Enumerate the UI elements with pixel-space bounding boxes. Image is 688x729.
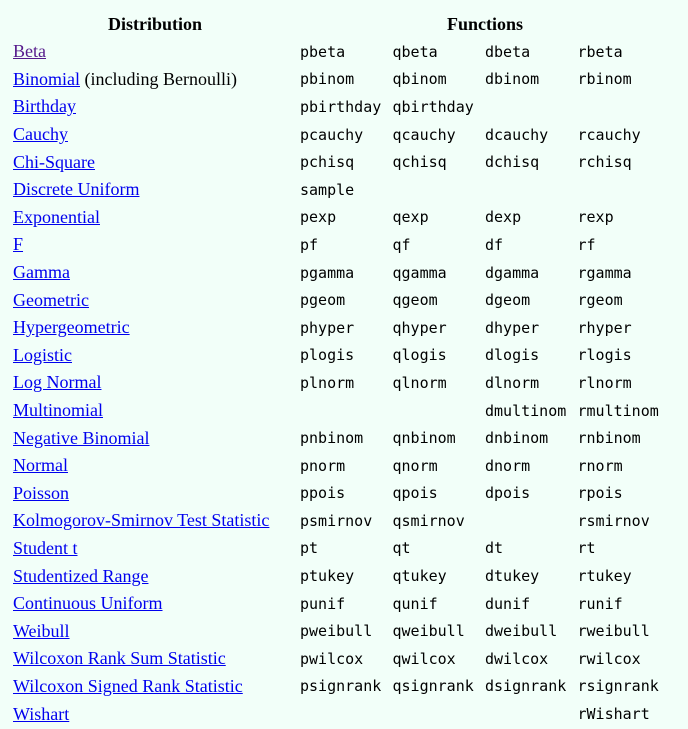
distribution-link[interactable]: Binomial [13, 68, 80, 89]
function-p: pbeta [300, 42, 346, 61]
function-d: dchisq [485, 153, 540, 172]
function-d: dlnorm [485, 373, 540, 392]
distribution-cell [10, 66, 300, 94]
distribution-cell [10, 424, 300, 452]
function-d [485, 93, 578, 121]
function-r: rwilcox [577, 649, 641, 668]
distribution-link[interactable]: Multinomial [13, 400, 103, 421]
distribution-row [10, 314, 670, 342]
function-q: qbinom [392, 70, 447, 89]
function-p [300, 700, 393, 728]
function-r: rcauchy [577, 125, 641, 144]
function-d [485, 507, 578, 535]
function-d: dbeta [485, 42, 531, 61]
function-q: qunif [392, 594, 438, 613]
distribution-link[interactable]: Cauchy [13, 124, 68, 145]
distribution-row [10, 176, 670, 204]
function-r: rbinom [577, 70, 632, 89]
function-p: plnorm [300, 373, 355, 392]
distribution-row [10, 121, 670, 149]
function-p: pbinom [300, 70, 355, 89]
function-d: dcauchy [485, 125, 549, 144]
distribution-cell [10, 480, 300, 508]
distribution-row [10, 424, 670, 452]
function-r: rgamma [577, 263, 632, 282]
distribution-cell [10, 397, 300, 425]
distribution-row [10, 590, 670, 618]
function-r: rnbinom [577, 429, 641, 448]
distribution-row [10, 286, 670, 314]
distribution-cell [10, 148, 300, 176]
function-q: qcauchy [392, 125, 456, 144]
function-r: runif [577, 594, 623, 613]
function-r: rgeom [577, 291, 623, 310]
function-d [485, 176, 578, 204]
distribution-link[interactable]: Birthday [13, 96, 76, 117]
distribution-link[interactable]: Exponential [13, 206, 100, 227]
function-p: pweibull [300, 622, 373, 641]
function-p: ptukey [300, 567, 355, 586]
function-q: qweibull [392, 622, 465, 641]
function-q: qtukey [392, 567, 447, 586]
function-d: dnorm [485, 456, 531, 475]
distribution-cell [10, 314, 300, 342]
function-p: pt [300, 539, 319, 558]
distribution-link[interactable]: F [13, 234, 24, 255]
distribution-link[interactable]: Studentized Range [13, 565, 149, 586]
function-q: qt [392, 539, 411, 558]
function-d: df [485, 235, 504, 254]
function-q: qchisq [392, 153, 447, 172]
distribution-link[interactable]: Wilcoxon Rank Sum Statistic [13, 648, 226, 669]
function-p: phyper [300, 318, 355, 337]
distribution-row [10, 66, 670, 94]
distribution-cell [10, 617, 300, 645]
distribution-row [10, 93, 670, 121]
function-q: qhyper [392, 318, 447, 337]
distributions-body [10, 38, 670, 728]
distribution-link[interactable]: Geometric [13, 289, 89, 310]
function-d: dgamma [485, 263, 540, 282]
distribution-cell [10, 259, 300, 287]
distribution-row [10, 231, 670, 259]
function-p: sample [300, 180, 355, 199]
distribution-row [10, 148, 670, 176]
function-p: pnbinom [300, 429, 364, 448]
function-d: dwilcox [485, 649, 549, 668]
function-r: rexp [577, 208, 614, 227]
function-q: qlogis [392, 346, 447, 365]
distribution-row [10, 38, 670, 66]
header-row [10, 10, 670, 38]
function-p: pexp [300, 208, 337, 227]
function-r: rlnorm [577, 373, 632, 392]
distribution-row [10, 700, 670, 728]
distribution-row [10, 204, 670, 232]
distribution-cell [10, 342, 300, 370]
distribution-header: Distribution [107, 13, 203, 34]
function-p: pgamma [300, 263, 355, 282]
distribution-link[interactable]: Negative Binomial [13, 427, 150, 448]
function-p: pcauchy [300, 125, 364, 144]
function-r: rbeta [577, 42, 623, 61]
distribution-row [10, 369, 670, 397]
distribution-row [10, 645, 670, 673]
distribution-cell [10, 452, 300, 480]
function-d: dexp [485, 208, 522, 227]
distribution-link[interactable]: Poisson [13, 482, 70, 503]
function-q [393, 397, 486, 425]
distribution-link[interactable]: Gamma [13, 262, 70, 283]
function-d: dsignrank [485, 677, 567, 696]
function-d: dpois [485, 484, 531, 503]
function-q: qlnorm [392, 373, 447, 392]
function-r: rsignrank [577, 677, 659, 696]
function-q: qbirthday [392, 97, 474, 116]
distribution-cell [10, 93, 300, 121]
function-r: rpois [577, 484, 623, 503]
function-p: pchisq [300, 153, 355, 172]
function-d: dweibull [485, 622, 558, 641]
distribution-cell [10, 562, 300, 590]
function-d: dtukey [485, 567, 540, 586]
distribution-row [10, 397, 670, 425]
function-p: psignrank [300, 677, 382, 696]
function-q: qpois [392, 484, 438, 503]
function-q: qsmirnov [392, 511, 465, 530]
function-r: rtukey [577, 567, 632, 586]
distribution-row [10, 673, 670, 701]
function-p: ppois [300, 484, 346, 503]
function-p: pf [300, 235, 319, 254]
function-q: qf [392, 235, 411, 254]
function-r [578, 93, 671, 121]
function-r: rt [577, 539, 596, 558]
distribution-note: (including Bernoulli) [80, 68, 237, 89]
function-q: qnorm [392, 456, 438, 475]
function-q: qwilcox [392, 649, 456, 668]
function-d: dbinom [485, 70, 540, 89]
distribution-link[interactable]: Student t [13, 537, 78, 558]
distribution-link[interactable]: Normal [13, 455, 68, 476]
distribution-cell [10, 590, 300, 618]
distribution-link[interactable]: Kolmogorov-Smirnov Test Statistic [13, 510, 270, 531]
function-q: qgeom [392, 291, 438, 310]
function-d: dgeom [485, 291, 531, 310]
function-p [300, 397, 393, 425]
function-p: pnorm [300, 456, 346, 475]
distribution-link[interactable]: Logistic [13, 344, 72, 365]
function-q: qgamma [392, 263, 447, 282]
function-r: rWishart [577, 705, 650, 724]
distribution-cell [10, 700, 300, 728]
function-r: rsmirnov [577, 511, 650, 530]
distribution-row [10, 480, 670, 508]
distributions-table [10, 10, 670, 728]
distribution-cell [10, 204, 300, 232]
distribution-cell [10, 535, 300, 563]
function-p: pgeom [300, 291, 346, 310]
function-d [485, 700, 578, 728]
distribution-cell [10, 507, 300, 535]
distribution-cell [10, 369, 300, 397]
function-p: punif [300, 594, 346, 613]
function-r: rnorm [577, 456, 623, 475]
function-p: pbirthday [300, 97, 382, 116]
function-r: rhyper [577, 318, 632, 337]
distribution-link[interactable]: Hypergeometric [13, 317, 130, 338]
distribution-row [10, 342, 670, 370]
function-d: dunif [485, 594, 531, 613]
function-r: rlogis [577, 346, 632, 365]
distribution-row [10, 535, 670, 563]
function-q [393, 700, 486, 728]
distribution-cell [10, 673, 300, 701]
function-d: dnbinom [485, 429, 549, 448]
function-q: qsignrank [392, 677, 474, 696]
distribution-row [10, 259, 670, 287]
distribution-link[interactable]: Weibull [13, 620, 70, 641]
function-p: plogis [300, 346, 355, 365]
distribution-cell [10, 176, 300, 204]
function-d: dmultinom [485, 401, 567, 420]
function-d: dhyper [485, 318, 540, 337]
function-q [393, 176, 486, 204]
function-r: rmultinom [577, 401, 659, 420]
distribution-cell [10, 121, 300, 149]
distribution-cell [10, 38, 300, 66]
distribution-link[interactable]: Chi-Square [13, 151, 95, 172]
function-r: rchisq [577, 153, 632, 172]
distribution-row [10, 507, 670, 535]
distribution-row [10, 562, 670, 590]
distribution-cell [10, 231, 300, 259]
distribution-link[interactable]: Wishart [13, 703, 70, 724]
function-r: rf [577, 235, 596, 254]
function-p: pwilcox [300, 649, 364, 668]
distribution-link[interactable]: Discrete Uniform [13, 179, 140, 200]
function-r: rweibull [577, 622, 650, 641]
distribution-link[interactable]: Log Normal [13, 372, 102, 393]
distribution-link[interactable]: Wilcoxon Signed Rank Statistic [13, 675, 243, 696]
distribution-link[interactable]: Beta [13, 41, 46, 62]
function-d: dt [485, 539, 504, 558]
function-p: psmirnov [300, 511, 373, 530]
distribution-row [10, 617, 670, 645]
function-q: qnbinom [392, 429, 456, 448]
function-r [578, 176, 671, 204]
distribution-cell [10, 286, 300, 314]
function-q: qbeta [392, 42, 438, 61]
function-d: dlogis [485, 346, 540, 365]
distribution-row [10, 452, 670, 480]
function-q: qexp [392, 208, 429, 227]
distribution-cell [10, 645, 300, 673]
functions-header: Functions [446, 13, 524, 34]
distribution-link[interactable]: Continuous Uniform [13, 593, 163, 614]
